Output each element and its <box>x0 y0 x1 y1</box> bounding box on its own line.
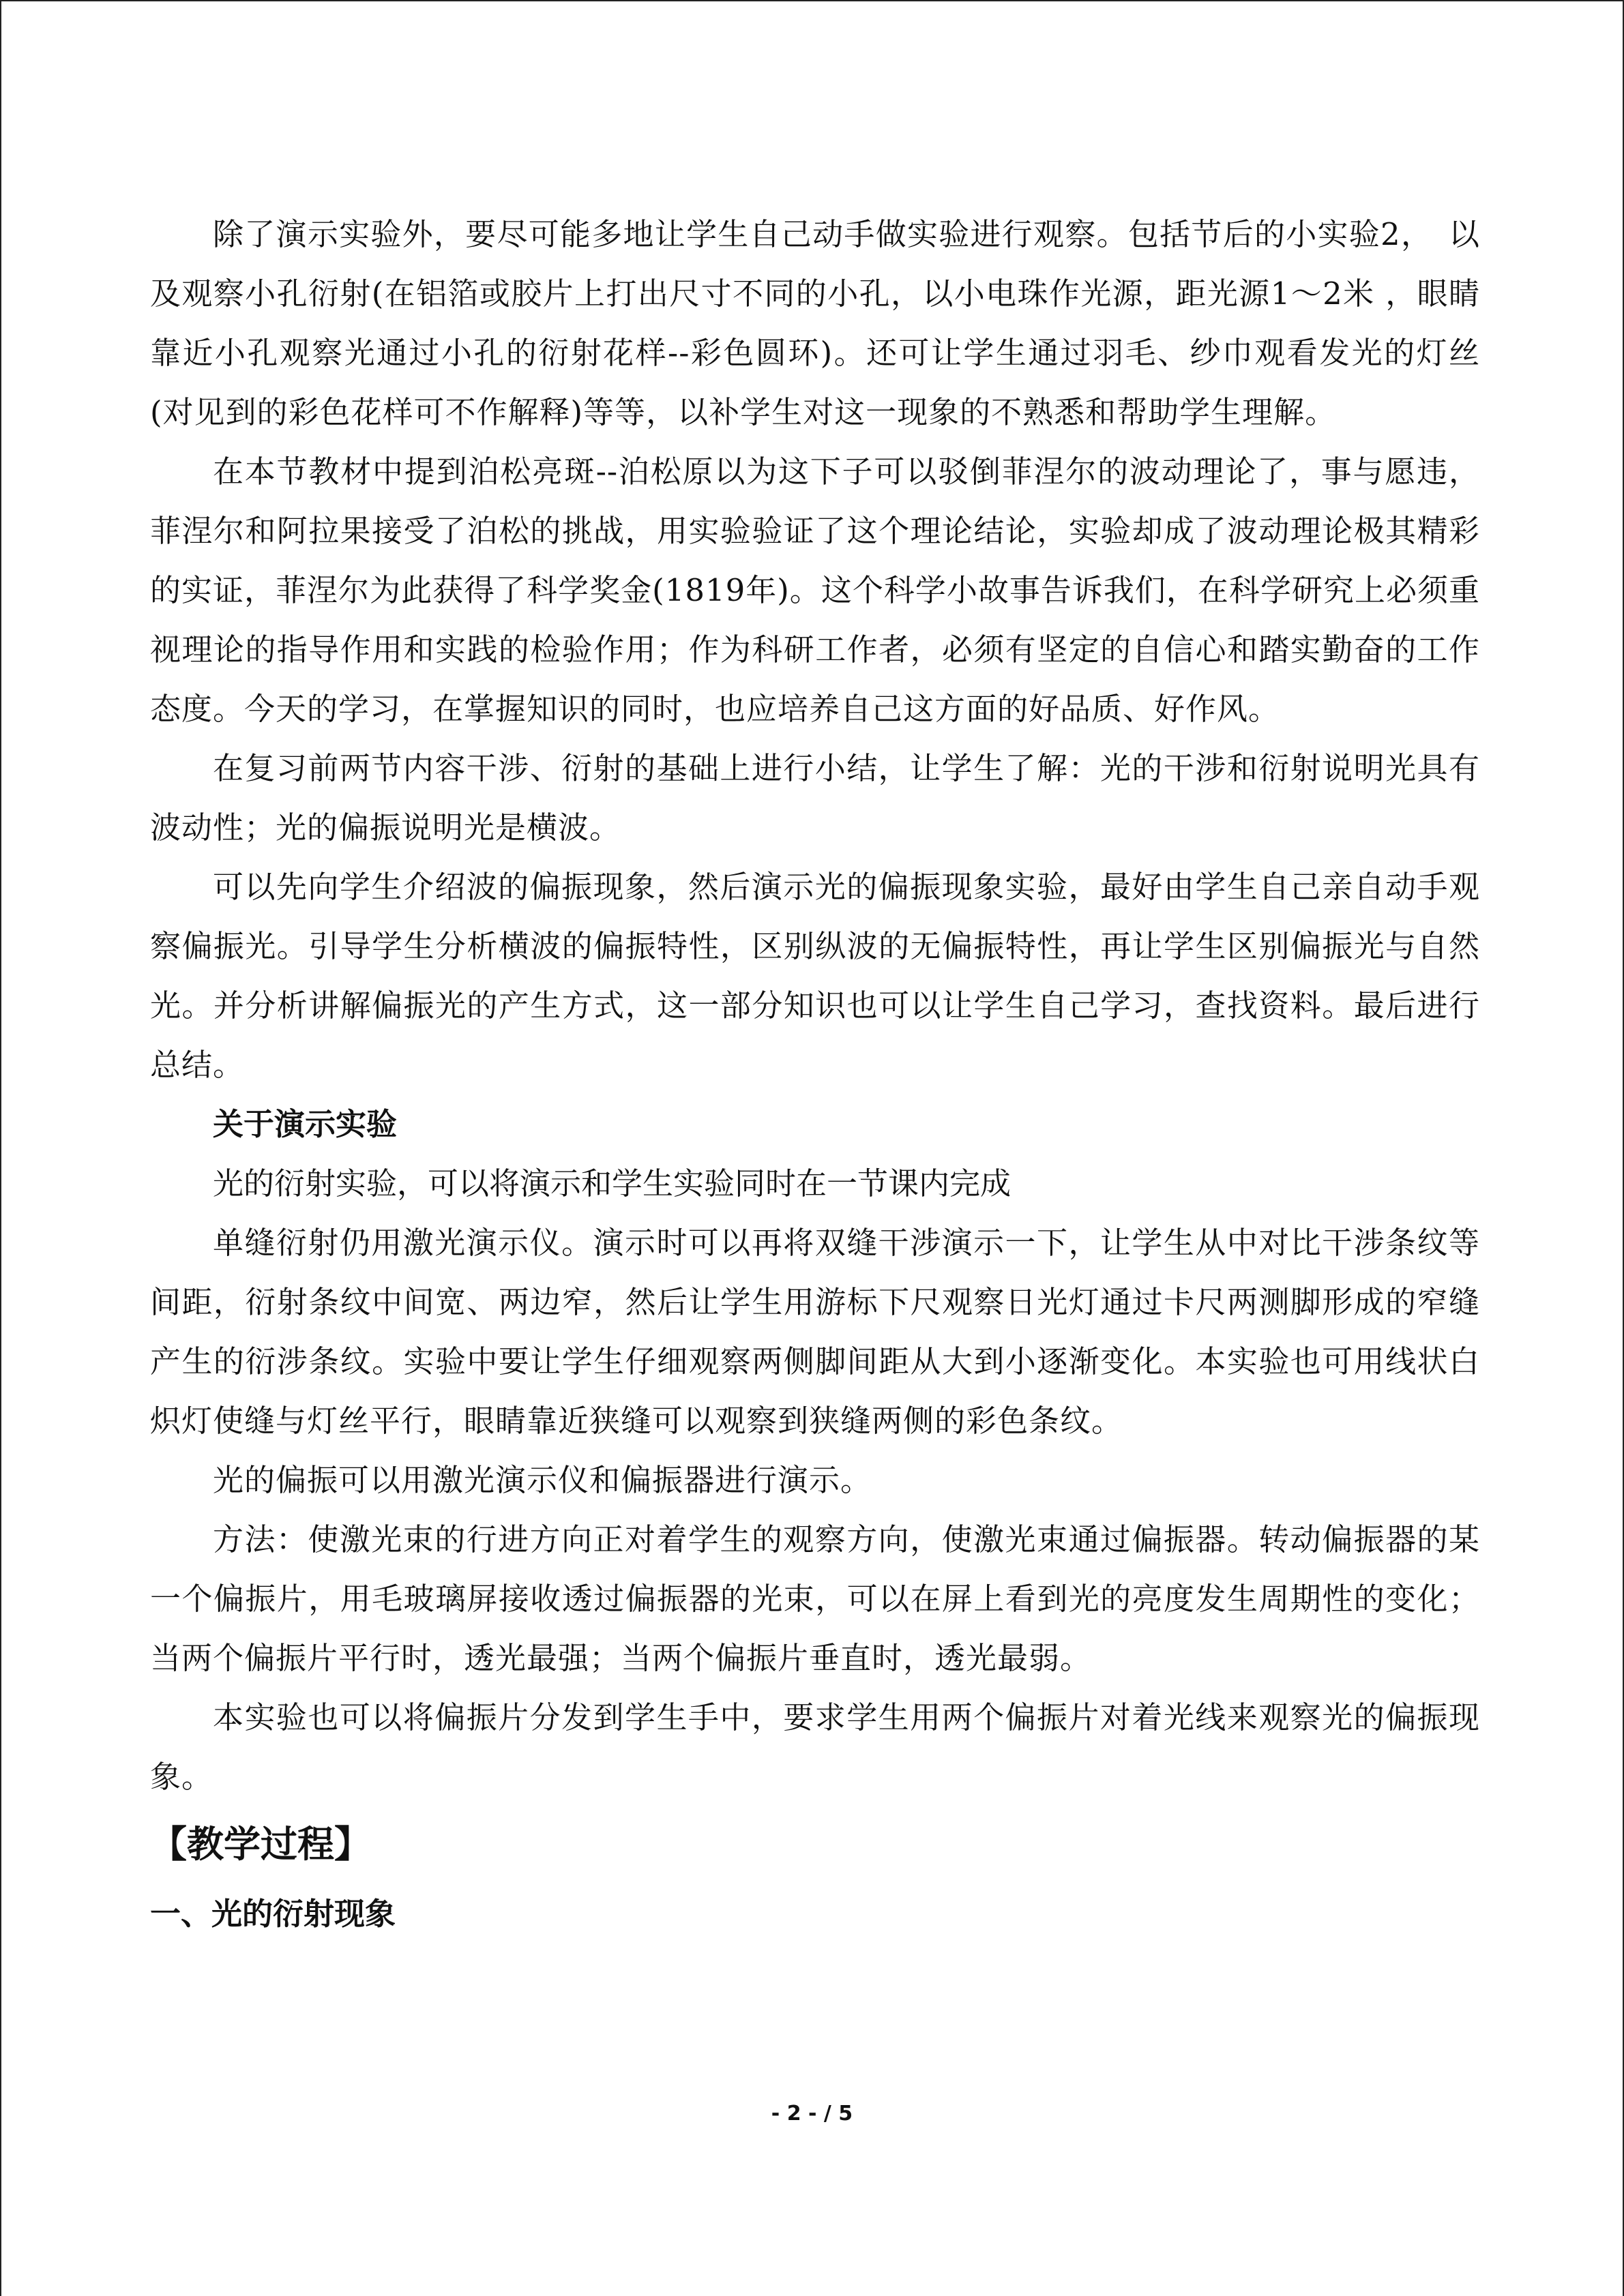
subheading-demo-experiments: 关于演示实验 <box>213 1106 398 1142</box>
paragraph-student-polarizers: 本实验也可以将偏振片分发到学生手中，要求学生用两个偏振片对着光线来观察光的偏振现象。 <box>150 1699 1480 1795</box>
paragraph-polarization-intro: 可以先向学生介绍波的偏振现象，然后演示光的偏振现象实验，最好由学生自己亲自动手观察偏振光。引导学生分析横波的偏振特性，区别纵波的无偏振特性，再让学生区别偏振光与自然光。并分析讲解偏振光的产生方式，这一部分知识也可以让学生自己学习，查找资料。最后进行总结。 <box>150 869 1480 1083</box>
section-heading-teaching-process: 【教学过程】 <box>150 1823 371 1866</box>
paragraph-method: 方法：使激光束的行进方向正对着学生的观察方向，使激光束通过偏振器。转动偏振器的某一个偏振片，用毛玻璃屏接收透过偏振器的光束，可以在屏上看到光的亮度发生周期性的变化；当两个偏振片平行时，透光最强；当两个偏振片垂直时，透光最弱。 <box>150 1521 1480 1676</box>
paragraph-poisson-spot: 在本节教材中提到泊松亮斑--泊松原以为这下子可以驳倒菲涅尔的波动理论了，事与愿违，菲涅尔和阿拉果接受了泊松的挑战，用实验验证了这个理论结论，实验却成了波动理论极其精彩的实证，菲涅尔为此获得了科学奖金(1819年)。这个科学小故事告诉我们，在科学研究上必须重视理论的指导作用和实践的检验作用；作为科研工作者，必须有坚定的自信心和踏实勤奋的工作态度。今天的学习，在掌握知识的同时，也应培养自己这方面的好品质、好作风。 <box>150 453 1480 727</box>
paragraph-polarization-demo: 光的偏振可以用激光演示仪和偏振器进行演示。 <box>213 1462 872 1498</box>
page-number: - 2 - / 5 <box>771 2102 853 2126</box>
paragraph-diffraction-experiment: 光的衍射实验，可以将演示和学生实验同时在一节课内完成 <box>213 1165 1012 1202</box>
subsection-diffraction: 一、光的衍射现象 <box>150 1896 396 1932</box>
document-body <box>150 205 1480 1948</box>
paragraph-single-slit: 单缝衍射仍用激光演示仪。演示时可以再将双缝干涉演示一下，让学生从中对比干涉条纹等间距，衍射条纹中间宽、两边窄，然后让学生用游标下尺观察日光灯通过卡尺两测脚形成的窄缝产生的衍涉条纹。实验中要让学生仔细观察两侧脚间距从大到小逐渐变化。本实验也可用线状白炽灯使缝与灯丝平行，眼睛靠近狭缝可以观察到狭缝两侧的彩色条纹。 <box>150 1225 1480 1439</box>
paragraph-demo-experiments: 除了演示实验外，要尽可能多地让学生自己动手做实验进行观察。包括节后的小实验2， 以及观察小孔衍射(在铝箔或胶片上打出尺寸不同的小孔，以小电珠作光源，距光源1～2米 ，眼睛靠近小孔观察光通过小孔的衍射花样--彩色圆环)。还可让学生通过羽毛、纱巾观看发光的灯丝(对见到的彩色花样可不作解释)等等，以补学生对这一现象的不熟悉和帮助学生理解。 <box>150 216 1480 430</box>
paragraph-review-summary: 在复习前两节内容干涉、衍射的基础上进行小结，让学生了解：光的干涉和衍射说明光具有波动性；光的偏振说明光是横波。 <box>150 750 1480 846</box>
